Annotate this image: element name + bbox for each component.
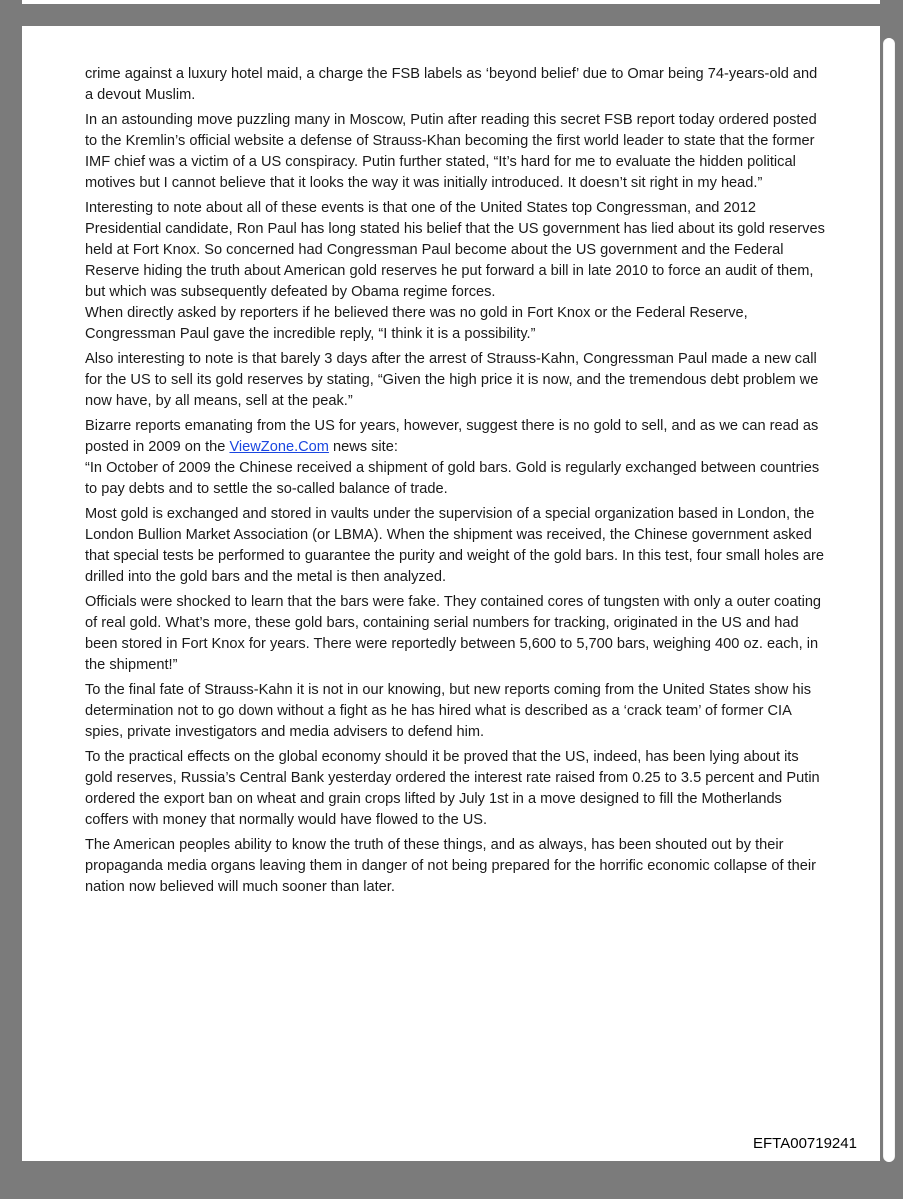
paragraph-10: To the final fate of Strauss-Kahn it is not in our knowing, but new reports coming from the United States show his determination not to go down without a fight as he has hired what is described as a ‘crack team’ of former CIA spies, private investigators and media advisers to defend him.: [85, 682, 812, 740]
vertical-scrollbar[interactable]: [883, 38, 895, 1162]
paragraph-7: “In October of 2009 the Chinese received a shipment of gold bars. Gold is regularly exchanged between countries to pay debts and to settle the so-called balance of trade.: [85, 460, 820, 497]
paragraph-9: Officials were shocked to learn that the bars were fake. They contained cores of tungsten with only a outer coating of real gold. What’s more, these gold bars, containing serial numbers for tracking, originated in the US and had been stored in Fort Knox for years. There were reportedly between 5,600 to 5,700 bars, weighing 400 oz. each, in the shipment!”: [85, 594, 822, 673]
paragraph-8: Most gold is exchanged and stored in vaults under the supervision of a special organization based in London, the London Bullion Market Association (or LBMA). When the shipment was received, the Chinese government asked that special tests be performed to guarantee the purity and weight of the gold bars. In this test, four small holes are drilled into the gold bars and the metal is then analyzed.: [85, 506, 825, 585]
previous-page-edge: [22, 0, 880, 4]
scrollbar-thumb[interactable]: [884, 38, 894, 1162]
paragraph-3: Interesting to note about all of these events is that one of the United States top Congressman, and 2012 Presidential candidate, Ron Paul has long stated his belief that the US government has lied about its gold reserves held at Fort Knox. So concerned had Congressman Paul become about the US government and the Federal Reserve hiding the truth about American gold reserves he put forward a bill in late 2010 to force an audit of them, but which was subsequently defeated by Obama regime forces.: [85, 200, 825, 300]
paragraph-6: [85, 416, 825, 458]
document-id: EFTA00719241: [753, 1135, 857, 1152]
paragraph-12: The American peoples ability to know the truth of these things, and as always, has been shouted out by their propaganda media organs leaving them in danger of not being prepared for the horrific economic collapse of their nation now believed will much sooner than later.: [85, 837, 816, 895]
paragraph-5: Also interesting to note is that barely 3 days after the arrest of Strauss-Kahn, Congressman Paul made a new call for the US to sell its gold reserves by stating, “Given the high price it is now, and the tremendous debt problem we now have, by all means, sell at the peak.”: [85, 351, 819, 409]
paragraph-2: In an astounding move puzzling many in Moscow, Putin after reading this secret FSB report today ordered posted to the Kremlin’s official website a defense of Strauss-Khan becoming the first world leader to state that the former IMF chief was a victim of a US conspiracy. Putin further stated, “It’s hard for me to evaluate the hidden political motives but I cannot believe that it looks the way it was initially introduced. It doesn’t sit right in my head.”: [85, 112, 817, 191]
document-page: [22, 26, 880, 1161]
viewzone-link[interactable]: ViewZone.Com: [229, 439, 329, 455]
paragraph-11: To the practical effects on the global economy should it be proved that the US, indeed, has been lying about its gold reserves, Russia’s Central Bank yesterday ordered the interest rate raised from 0.25 to 3.5 percent and Putin ordered the export ban on wheat and grain crops lifted by July 1st in a move designed to fill the Motherlands coffers with money that normally would have flowed to the US.: [85, 749, 820, 828]
paragraph-6-text-before: Bizarre reports emanating from the US for years, however, suggest there is no gold to sell, and as we can read as posted in 2009 on the: [85, 418, 819, 455]
paragraph-4: When directly asked by reporters if he believed there was no gold in Fort Knox or the Federal Reserve, Congressman Paul gave the incredible reply, “I think it is a possibility.”: [85, 305, 748, 342]
document-body: [85, 64, 825, 902]
paragraph-1: crime against a luxury hotel maid, a charge the FSB labels as ‘beyond belief’ due to Omar being 74-years-old and a devout Muslim.: [85, 66, 818, 103]
paragraph-6-text-after: news site:: [328, 439, 398, 455]
